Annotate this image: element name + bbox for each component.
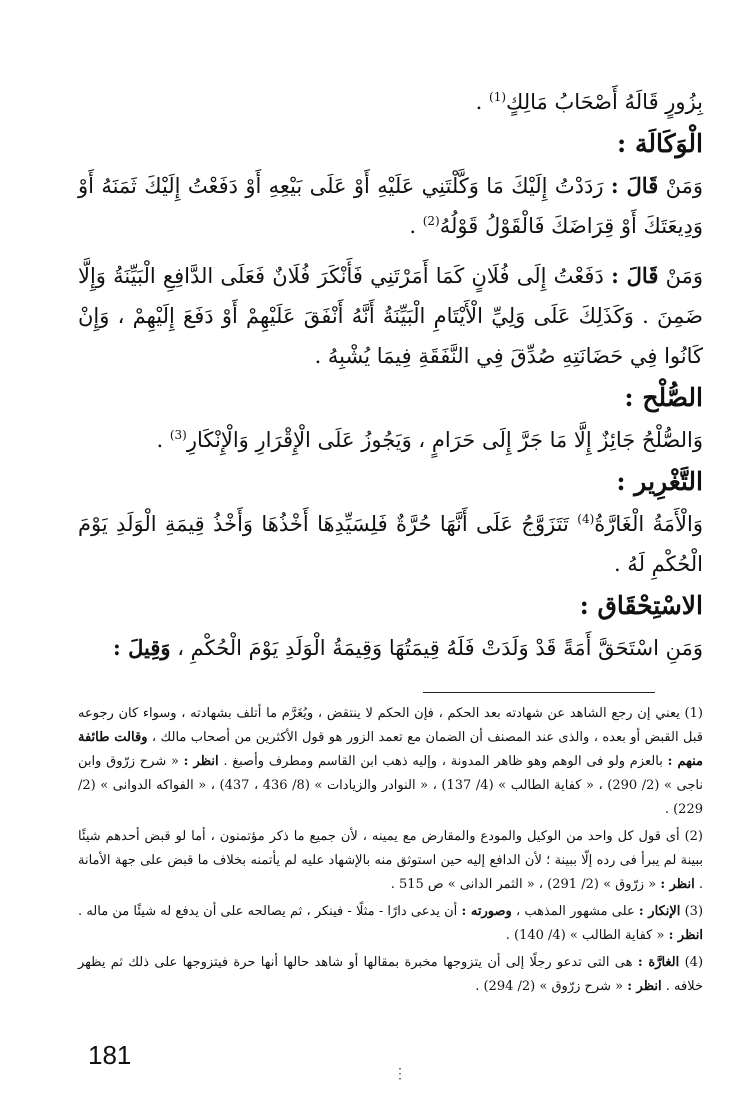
wakala-para-1 [78,166,703,246]
fn3-text: على مشهور المذهب ، [515,904,635,919]
footnote-ref-4[interactable]: (4) [577,512,595,526]
intro-text: بِزُورٍ قَالَهُ أَصْحَابُ مَالِكٍ [506,90,703,114]
bottom-mark: ⋮ [393,1066,407,1082]
heading-taghrir: التَّغْرِير : [616,467,703,496]
footnote-1 [78,702,703,822]
footnote-separator [423,692,655,693]
fn2-refs: « زرّوق » (2/ 291) ، « الثمر الدانى » ص 515 . [390,877,657,892]
istihqaq-text: وَمَنِ اسْتَحَقَّ أَمَةً قَدْ وَلَدَتْ فَلَهُ قِيمَتُهَا وَقِيمَةُ الْوَلَدِ يَوْمَ الْحُكْمِ ، [177,636,703,660]
wakala-p2-text: دَفَعْتُ إِلَى فُلَانٍ كَمَا أَمَرْتَنِي فَأَنْكَرَ فُلَانٌ فَعَلَى الدَّافِعِ الْبَيِّنَةُ وَإِلَّا ضَمِنَ . وَكَذَلِكَ عَلَى وَلِيِّ الْأَيْتَامِ الْبَيِّنَةُ أَنَّهُ أَنْفَقَ عَلَيْهِمْ أَوْ دَفَعَ إِلَيْهِمْ ، وَإِنْ كَانُوا فِي حَضَانَتِهِ صُدِّقَ فِي النَّفَقَةِ فِيمَا يُشْبِهُ . [78,264,703,368]
taghrir-text-b: تَتَزَوَّجُ عَلَى أَنَّهَا حُرَّةٌ فَلِسَيِّدِهَا أَخْذُهَا وَأَخْذُ قِيمَةِ الْوَلَدِ يَوْمَ الْحُكْمِ لَهُ . [78,512,703,576]
fn3-term: الإنكار : [638,904,681,919]
footnote-ref-1[interactable]: (1) [489,90,507,104]
footnote-4 [78,951,703,999]
footnote-3 [78,900,703,948]
fn1-bold: وقالت طائفة منهم : [78,730,704,769]
taghrir-text-a: وَالْأَمَةُ الْغَارَّةُ [594,512,703,536]
fn4-refs: « شرح زرّوق » (2/ 294) . [475,979,624,994]
footnote-ref-3[interactable]: (3) [169,428,187,442]
footnotes [78,702,703,1002]
fn1-refs: « شرح زرّوق وابن ناجى » (2/ 290) ، « كفاية الطالب » (4/ 137) ، « النوادر والزيادات » (8/ 436 ، 437) ، « الفواكه الدوانى » (2/ 229) . [78,754,704,817]
wakala-p1-man: وَمَنْ [665,174,703,198]
fn3-anzur: انظر : [668,928,703,943]
intro-line [78,82,703,122]
istihqaq-para [78,628,703,668]
taghrir-para [78,504,703,584]
page-number: 181 [88,1040,132,1070]
fn2-text: (2) أى قول كل واحد من الوكيل والمودع والمقارض مع يمينه ، لأن جميع ما ذكر مؤتمنون ، أما لو قبض أحدهم شيئًا ببينة لم يبرأ فى رده إلّا ببينة ؛ لأن الدافع إليه حين استوثق منه بالإشهاد عليه لم يأتمنه بخلاف ما قبض على جهة الأمانة . [78,829,703,892]
fn4-text: هى التى تدعو رجلًا إلى أن يتزوجها مخبرة بمقالها أو شاهد حالها أنها حرة فيتزوجها على ذلك ثم يظهر خلافه . [78,955,703,994]
heading-sulh: الصُّلْح : [624,383,703,412]
sulh-dot: . [156,428,164,452]
wakala-para-2 [78,256,703,376]
fn1-anzur: انظر : [183,754,219,769]
wakala-p1-text: رَدَدْتُ إِلَيْكَ مَا وَكَّلْتَنِي عَلَيْهِ أَوْ عَلَى بَيْعِهِ أَوْ دَفَعْتُ إِلَيْكَ ثَمَنَهُ أَوْ وَدِيعَتَكَ أَوْ قِرَاضَكَ فَالْقَوْلُ قَوْلُهُ [78,174,703,238]
fn4-anzur: انظر : [627,979,662,994]
wakala-p2-qal: قَالَ : [611,263,659,288]
sulh-text: وَالصُّلْحُ جَائِزٌ إِلَّا مَا جَرَّ إِلَى حَرَامٍ ، وَيَجُوزُ عَلَى الْإِقْرَارِ وَالْإِنْكَارِ [186,428,703,452]
sulh-para [78,420,703,460]
end-dot: . [475,90,483,114]
fn3-text2: أن يدعى دارًا - مثلًا - فينكر ، ثم يصالحه على أن يدفع له شيئًا من ماله . [78,904,458,919]
footnote-2 [78,825,703,897]
fn2-anzur: انظر : [660,877,695,892]
fn3-refs: « كفاية الطالب » (4/ 140) . [505,928,665,943]
fn3-num: (3) [684,904,704,919]
fn4-num: (4) [684,955,704,970]
fn4-term: الغارَّة : [637,955,680,970]
wakala-p2-man: وَمَنْ [665,264,703,288]
footnote-ref-2[interactable]: (2) [422,214,440,228]
istihqaq-qil: وَقِيلَ : [113,635,171,660]
fn1-text2: بالعزم ولو فى الوهم وهو ظاهر المدونة ، وإليه ذهب ابن القاسم ومطرف وأصبغ . [223,754,663,769]
wakala-p1-dot: . [409,214,417,238]
heading-wakala: الْوَكَالَة : [617,129,703,158]
main-text [78,82,703,668]
heading-istihqaq: الاسْتِحْقَاق : [579,591,703,620]
wakala-p1-qal: قَالَ : [610,173,659,198]
fn3-sura: وصورته : [461,904,512,919]
fn1-text: (1) يعني إن رجع الشاهد عن شهادته بعد الحكم ، فإن الحكم لا ينتقض ، ويُغَرَّم ما أتلف بشهادته ، وسواء كان رجوعه قبل القبض أو بعده ، والذى عند المصنف أن الضمان مع تعمد الزور هو قول الأكثرين من أصحاب مالك ، [78,706,703,745]
